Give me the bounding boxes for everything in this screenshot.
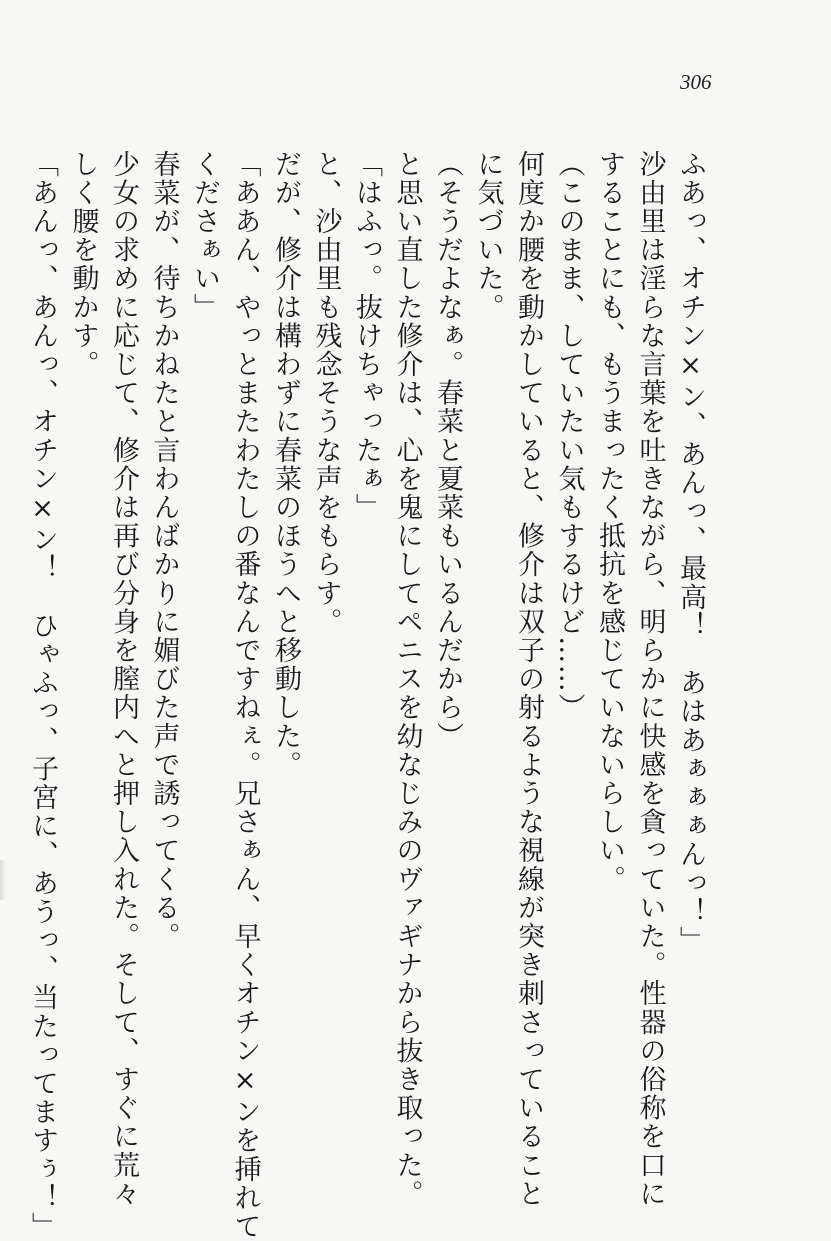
text-line: 少女の求めに応じて、修介は再び分身を膣内へと押し入れた。そして、すぐに荒々	[108, 150, 139, 1209]
text-line: 沙由里は淫らな言葉を吐きながら、明らかに快感を貪っていた。性器の俗称を口に	[634, 150, 666, 1209]
text-line: （このまま、していたい気もするけど……）	[553, 150, 585, 722]
text-line: 「ああん、やっとまたわたしの番なんですねぇ。兄さぁん、早くオチン×ンを挿れて	[229, 150, 261, 1241]
text-line: 「はふっ。抜けちゃったぁ」	[351, 150, 382, 522]
text-line: しく腰を動かす。	[67, 150, 99, 379]
text-line: と、沙由里も残念そうな声をもらす。	[310, 150, 342, 637]
text-line: に気づいた。	[472, 150, 504, 322]
text-line: 何度か腰を動かしていると、修介は双子の射るような視線が突き刺さっていること	[513, 150, 544, 1209]
text-line: 春菜が、待ちかねたと言わんばかりに媚びた声で誘ってくる。	[148, 150, 180, 951]
text-line: くださぁい」	[189, 150, 220, 322]
text-line: だが、修介は構わずに春菜のほうへと移動した。	[270, 150, 301, 780]
text-line: することにも、もうまったく抵抗を感じていないらしい。	[594, 150, 625, 894]
text-line: と思い直した修介は、心を鬼にしてペニスを幼なじみのヴァギナから抜き取った。	[391, 150, 423, 1209]
text-line: （そうだよなぁ。春菜と夏菜もいるんだから）	[432, 150, 463, 751]
vertical-text-body	[27, 150, 710, 1241]
text-line: 「あんっ、あんっ、オチン×ン！ ひゃふっ、子宮に、あうっ、当たってますぅ！」	[27, 150, 58, 1241]
page-number: 306	[680, 70, 712, 94]
scan-edge-mark	[0, 860, 6, 900]
text-line: ふあっ、オチン×ン、あんっ、最高！ あはあぁぁぁんっ！」	[675, 150, 706, 955]
